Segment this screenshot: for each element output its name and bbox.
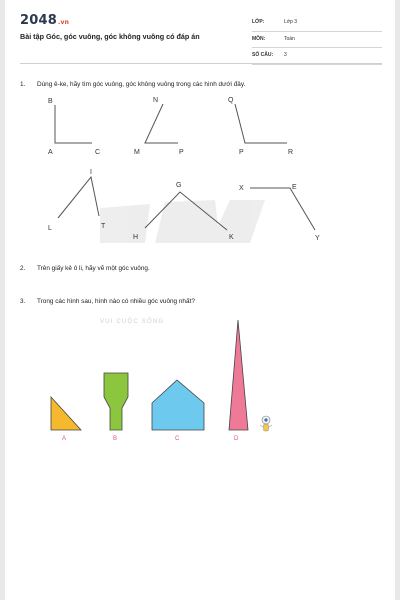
meta-label: LỚP: <box>252 19 265 25</box>
meta-value: Toán <box>284 35 295 42</box>
shape-label: D <box>234 436 239 442</box>
angle-nmp <box>145 104 178 143</box>
vertex-label: P <box>179 149 184 156</box>
shape-d-triangle <box>229 320 248 430</box>
vertex-label: I <box>90 169 92 176</box>
vertex-label: R <box>288 149 294 156</box>
vertex-label: B <box>48 98 53 105</box>
shape-label: C <box>175 436 180 442</box>
vertex-label: A <box>48 149 53 156</box>
shape-label: B <box>113 436 118 442</box>
site-logo[interactable]: 2048.vn <box>20 13 70 28</box>
page-title: Bài tập Góc, góc vuông, góc không vuông có đáp án <box>20 32 200 41</box>
vertex-label: M <box>134 149 140 156</box>
angles-figure <box>5 0 395 600</box>
shape-a-triangle <box>51 397 81 430</box>
vertex-label: X <box>239 185 244 192</box>
mascot-icon <box>260 416 272 431</box>
vertex-label: H <box>133 234 139 241</box>
shape-label: A <box>62 436 67 442</box>
meta-value: 3 <box>284 52 287 58</box>
question-text: Trên giấy kẻ ô li, hãy vẽ một góc vuông. <box>37 265 150 272</box>
question-number: 2. <box>20 265 26 272</box>
worksheet-page <box>5 0 395 600</box>
watermark-text: VUI CUỘC SỐNG <box>100 319 165 325</box>
shape-b-bottle <box>104 373 128 430</box>
shape-c-pentagon <box>152 380 204 430</box>
meta-value: Lớp 3 <box>284 19 298 25</box>
question-number: 3. <box>20 298 26 305</box>
angle-qpr <box>235 104 287 143</box>
vertex-label: K <box>229 234 234 241</box>
meta-label: SỐ CÂU: <box>252 52 274 58</box>
vertex-label: L <box>48 225 52 232</box>
vertex-label: P <box>239 149 244 156</box>
vertex-label: N <box>153 97 159 104</box>
vertex-label: T <box>101 223 106 230</box>
vertex-label: Y <box>315 235 320 242</box>
question-number: 1. <box>20 81 26 88</box>
vertex-label: G <box>176 182 182 189</box>
vertex-label: Q <box>228 97 234 104</box>
question-text: Dùng ê-ke, hãy tìm góc vuông, góc không vuông trong các hình dưới đây. <box>37 81 246 88</box>
angle-lit <box>58 177 99 218</box>
meta-label: MÔN: <box>252 35 266 42</box>
vertex-label: C <box>95 149 101 156</box>
vertex-label: E <box>292 184 297 191</box>
question-text: Trong các hình sau, hình nào có nhiều góc vuông nhất? <box>37 298 195 305</box>
angle-bac <box>55 105 92 143</box>
watermark-graphic <box>100 200 265 243</box>
